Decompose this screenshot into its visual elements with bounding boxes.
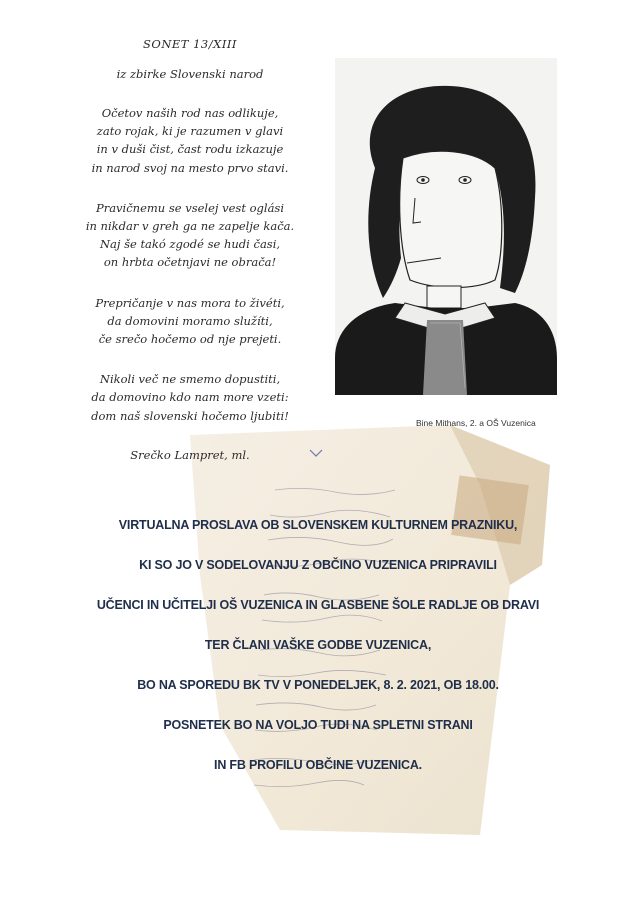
poem-line: da domovino kdo nam more vzeti:	[91, 390, 289, 405]
poem-stanza	[60, 199, 320, 272]
poem-subtitle: iz zbirke Slovenski narod	[116, 67, 264, 81]
poem-line: dom naš slovenski hočemo ljubiti!	[91, 408, 289, 423]
poem-line: Pravičnemu se vselej vest oglási	[95, 200, 285, 215]
poem-line: Prepričanje v nas mora to živéti,	[95, 295, 285, 310]
announcement-line: VIRTUALNA PROSLAVA OB SLOVENSKEM KULTURNEM PRAZNIKU,	[118, 518, 518, 532]
poem	[60, 36, 320, 463]
announcement-line: IN FB PROFILU OBČINE VUZENICA.	[214, 758, 422, 772]
poem-line: da domovini moramo služíti,	[107, 313, 273, 328]
poem-stanza	[60, 294, 320, 349]
poem-title: SONET 13/XIII	[143, 37, 237, 51]
announcement-line: BO NA SPOREDU BK TV V PONEDELJEK, 8. 2. 2021, OB 18.00.	[137, 678, 499, 692]
poem-author: Srečko Lampret, ml.	[130, 447, 250, 462]
poem-line: Očetov naših rod nas odlikuje,	[101, 106, 279, 120]
announcement-line: UČENCI IN UČITELJI OŠ VUZENICA IN GLASBENE ŠOLE RADLJE OB DRAVI	[96, 598, 540, 612]
poem-line: in nikdar v greh ga ne zapelje kača.	[85, 219, 295, 234]
poem-line: in narod svoj na mesto prvo stavi.	[91, 160, 289, 175]
announcement-line: KI SO JO V SODELOVANJU Z OBČINO VUZENICA PRIPRAVILI	[139, 558, 497, 572]
poem-line: zato rojak, ki je razumen v glavi	[96, 124, 284, 139]
poem-stanza	[60, 370, 320, 425]
announcement	[0, 505, 636, 785]
announcement-line: TER ČLANI VAŠKE GODBE VUZENICA,	[204, 638, 432, 652]
poem-line: če srečo hočemo od nje prejeti.	[98, 332, 282, 347]
poem-line: Naj še takó zgodé se hudi časi,	[99, 237, 281, 252]
announcement-line: POSNETEK BO NA VOLJO TUDI NA SPLETNI STRANI	[163, 718, 473, 732]
poem-stanza	[60, 104, 320, 177]
drawing-caption: Bine Mithans, 2. a OŠ Vuzenica	[416, 418, 536, 428]
poem-line: Nikoli več ne smemo dopustiti,	[99, 372, 281, 387]
portrait-drawing	[335, 58, 557, 395]
poem-line: on hrbta očetnjavi ne obrača!	[103, 255, 277, 270]
poem-line: in v duši čist, čast rodu izkazuje	[96, 142, 284, 157]
